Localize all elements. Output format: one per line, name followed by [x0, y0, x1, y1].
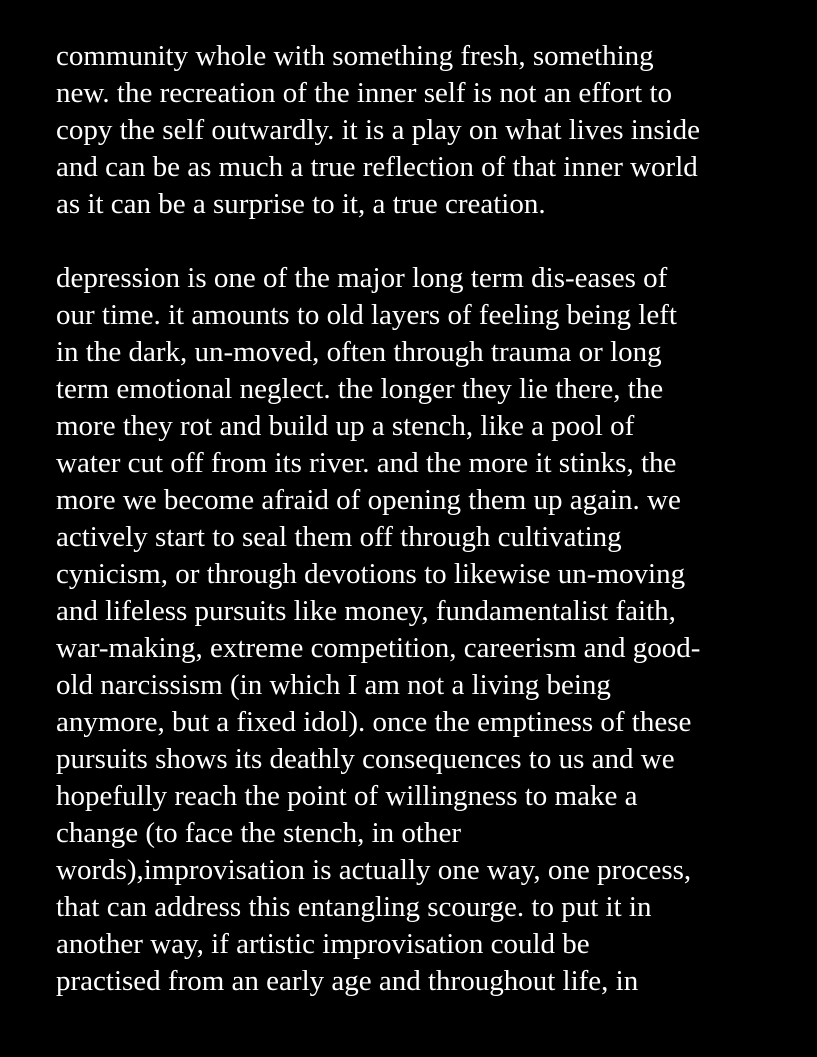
document-page [56, 38, 796, 1000]
text-line: pursuits shows its deathly consequences to us and we [56, 743, 675, 775]
text-line: hopefully reach the point of willingness to make a [56, 780, 638, 812]
text-line: term emotional neglect. the longer they lie there, the [56, 373, 664, 405]
text-line: old narcissism (in which I am not a living being [56, 669, 611, 701]
text-line: and lifeless pursuits like money, fundamentalist faith, [56, 595, 676, 627]
paragraph-2 [56, 260, 796, 1000]
text-line: more they rot and build up a stench, like a pool of [56, 410, 635, 442]
text-line: change (to face the stench, in other [56, 817, 462, 849]
text-line: community whole with something fresh, something [56, 40, 654, 72]
text-line: in the dark, un-moved, often through trauma or long [56, 336, 662, 368]
text-line: new. the recreation of the inner self is not an effort to [56, 77, 673, 109]
text-line: copy the self outwardly. it is a play on what lives inside [56, 114, 701, 146]
text-line: war-making, extreme competition, careerism and good- [56, 632, 701, 664]
paragraph-1 [56, 38, 796, 223]
paragraph-spacer [56, 223, 796, 260]
text-line: that can address this entangling scourge. to put it in [56, 891, 652, 923]
text-line: our time. it amounts to old layers of feeling being left [56, 299, 677, 331]
text-line: actively start to seal them off through cultivating [56, 521, 622, 553]
text-line: depression is one of the major long term dis-eases of [56, 262, 668, 294]
text-line: anymore, but a fixed idol). once the emptiness of these [56, 706, 692, 738]
text-line: water cut off from its river. and the more it stinks, the [56, 447, 677, 479]
text-line: and can be as much a true reflection of that inner world [56, 151, 698, 183]
text-line: another way, if artistic improvisation could be [56, 928, 590, 960]
text-line: words),improvisation is actually one way, one process, [56, 854, 692, 886]
text-line: more we become afraid of opening them up again. we [56, 484, 681, 516]
text-line: as it can be a surprise to it, a true creation. [56, 188, 546, 220]
text-line: practised from an early age and throughout life, in [56, 965, 639, 997]
text-line: cynicism, or through devotions to likewise un-moving [56, 558, 686, 590]
